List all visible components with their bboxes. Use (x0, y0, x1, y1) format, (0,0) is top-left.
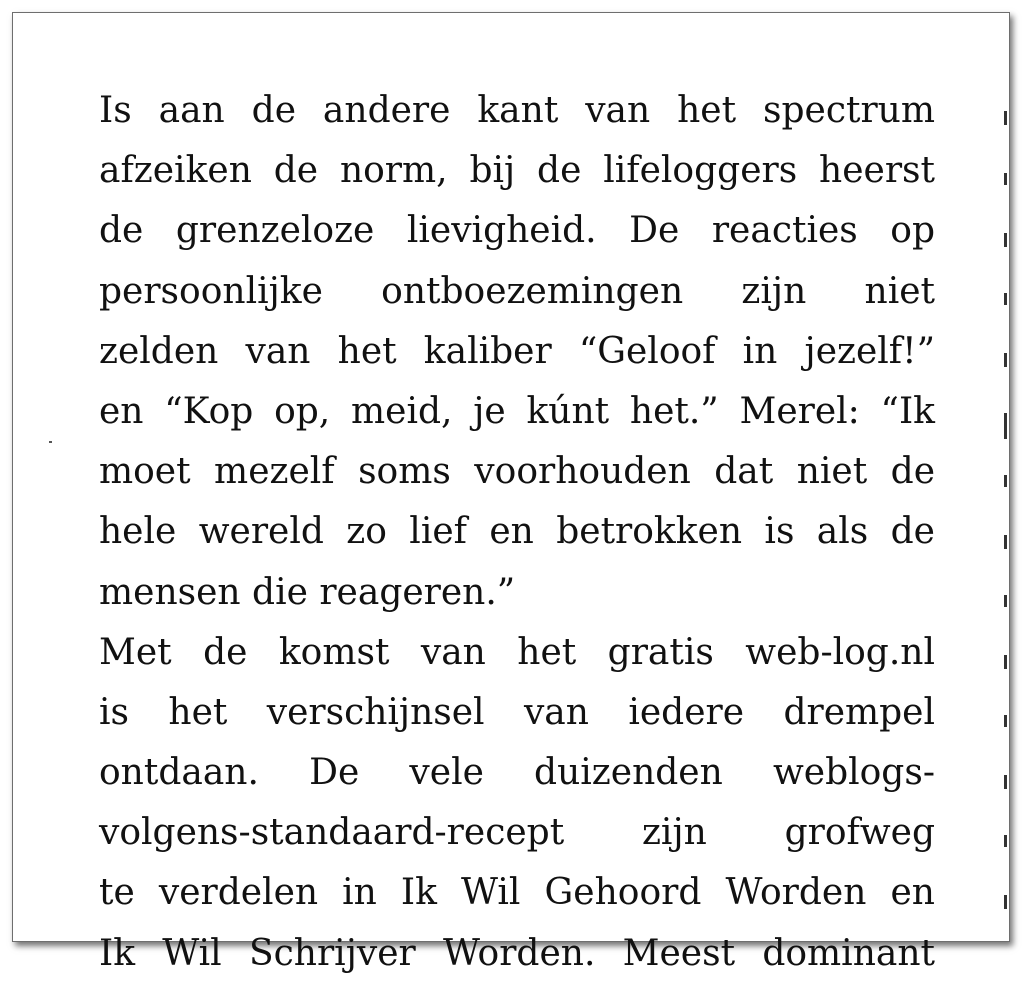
scan-speck (49, 441, 52, 443)
text-line: volgens-standaard-recept zijn grofweg (99, 812, 935, 854)
text-line: moet mezelf soms voorhouden dat niet de (99, 451, 935, 493)
text-line: Is aan de andere kant van het spectrum (99, 90, 935, 131)
text-line: persoonlijke ontboezemingen zijn niet (99, 270, 935, 312)
right-margin-scan-marks (1001, 43, 1007, 923)
text-line: zelden van het kaliber “Geloof in jezelf!” (99, 330, 935, 372)
scanned-page (12, 12, 1010, 974)
text-line: Met de komst van het gratis web-log.nl (99, 631, 935, 673)
text-line: ontdaan. De vele duizenden weblogs- (99, 752, 935, 794)
text-line: hele wereld zo lief en betrokken is als de (99, 511, 935, 553)
paragraph (99, 81, 935, 623)
text-line: de grenzeloze lievigheid. De reacties op (99, 210, 935, 252)
text-line: en “Kop op, meid, je kúnt het.” Merel: “Ik (99, 390, 935, 432)
text-line: mensen die reageren.” (99, 571, 516, 613)
paragraph (99, 623, 935, 984)
body-text (99, 81, 935, 984)
text-line: te verdelen in Ik Wil Gehoord Worden en (99, 872, 935, 914)
text-line: afzeiken de norm, bij de lifeloggers heerst (99, 150, 935, 192)
text-line-cut-off: Ik Wil Schrijver Worden. Meest dominant (99, 932, 935, 974)
text-line: is het verschijnsel van iedere drempel (99, 691, 935, 733)
